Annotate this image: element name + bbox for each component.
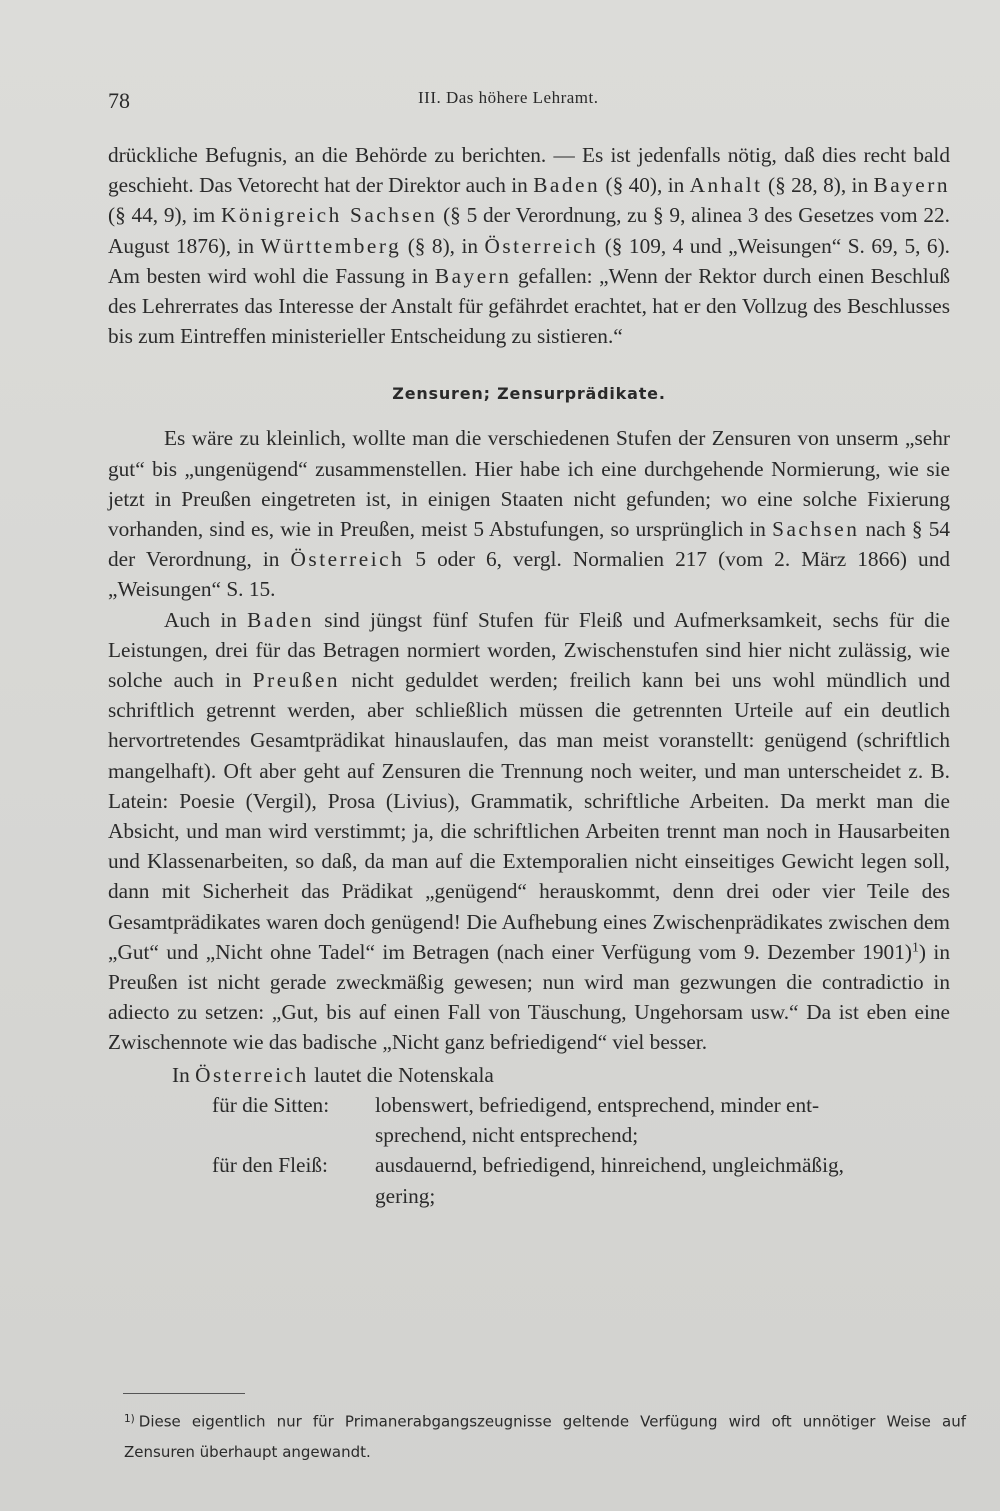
paragraph-veto: [108, 140, 950, 351]
footnote-reference[interactable]: 1: [911, 939, 919, 955]
footnote-1: [124, 1404, 966, 1467]
place-baden: Baden: [533, 173, 601, 198]
footnote-marker: 1): [124, 1413, 135, 1425]
scale-item-sitten: [108, 1090, 950, 1120]
text-run: (§ 40), in: [600, 173, 690, 198]
running-head: III. Das höhere Lehramt.: [418, 88, 599, 107]
place-sachsen: Sachsen: [772, 517, 860, 542]
place-bayern: Bayern: [434, 263, 512, 288]
scale-intro: [108, 1060, 950, 1090]
scale-item-sitten-continued: [108, 1120, 950, 1150]
scale-values: ausdauernd, befriedigend, hinreichend, ungleichmäßig,: [375, 1153, 844, 1178]
scale-item-fleiss: [108, 1150, 950, 1180]
place-preussen: Preußen: [252, 668, 341, 693]
footnotes: [124, 1404, 966, 1467]
scale-label-spacer: [108, 1120, 375, 1150]
place-oesterreich: Österreich: [290, 547, 405, 572]
place-oesterreich: Österreich: [195, 1062, 309, 1087]
text-run: (§ 5 der Verordnung, zu § 9, alinea 3 des Gesetzes vom 22. August 1876), in: [108, 203, 950, 258]
text-run: 5 oder 6, vergl. Normalien 217 (vom 2. März 1866) und „Weisungen“ S. 15.: [108, 547, 950, 602]
scale-values: sprechend, nicht entsprechend;: [375, 1123, 639, 1148]
scale-item-fleiss-continued: [108, 1181, 950, 1211]
text-run: ) in Preußen ist nicht gerade zweckmäßig gewesen; nun wird man gezwungen die contradictio in adiecto zu setzen: „Gut, bis auf einen Fall von Täuschung, Ungehorsam usw.“ Da ist eben eine Zwischennote wie das badische „Nicht ganz befriedigend“ viel besser.: [108, 939, 950, 1055]
scale-values: lobenswert, befriedigend, entsprechend, minder ent-: [375, 1092, 820, 1117]
scale-values: gering;: [375, 1183, 436, 1208]
text-run: (§ 109, 4 und „Weisungen“ S. 69, 5, 6). Am besten wird wohl die Fassung in: [108, 233, 950, 288]
place-oesterreich: Österreich: [484, 233, 599, 258]
place-sachsen: Königreich Sachsen: [220, 203, 438, 228]
scale-label: für den Fleiß:: [212, 1153, 328, 1178]
text-run: gefallen: „Wenn der Rektor durch einen Beschluß des Lehrerrates das Interesse der Anstalt für gefährdet erachtet, hat er den Vollzug des Beschlusses bis zum Eintreffen ministerieller Entscheidung zu sistieren.“: [108, 263, 951, 349]
text-run: sind jüngst fünf Stufen für Fleiß und Aufmerksamkeit, sechs für die Leistungen, drei für das Betragen normiert worden, Zwischenstufen sind hier nicht zulässig, wie solche auch in: [108, 607, 951, 693]
grading-scale: [108, 1060, 950, 1211]
text-run: drückliche Befugnis, an die Behörde zu berichten. — Es ist jedenfalls nötig, daß dies recht bald geschieht. Das Vetorecht hat der Direktor auch in: [108, 143, 950, 198]
section-title: Zensuren; Zensurprädikate.: [392, 384, 666, 404]
paragraph-baden: [108, 605, 950, 1058]
place-anhalt: Anhalt: [689, 173, 763, 198]
paragraph-zensuren: [108, 423, 950, 604]
place-wuerttemberg: Württemberg: [260, 233, 402, 258]
text-run: nicht geduldet werden; freilich kann bei uns wohl mündlich und schriftlich getrennt werden, aber schließlich müssen die getrennten Urteile auf ein deutlich hervortretendes Gesamtprädikat hinauslaufen, das man meist voranstellt: genügend (schriftlich mangelhaft). Oft aber geht auf Zensuren die Trennung noch weiter, und man unterscheidet z. B. Latein: Poesie (Vergil), Prosa (Livius), Grammatik, schriftliche Arbeiten. Da merkt man die Absicht, und man wird verstimmt; ja, die schriftlichen Arbeiten trennt man noch in Hausarbeiten und Klassenarbeiten, so daß, da man auf die Extemporalien nicht einseitiges Gewicht legen soll, dann mit Sicherheit das Prädikat „genügend“ herauskommt, denn drei oder vier Teile des Gesamtprädikates waren doch genügend! Die Aufhebung eines Zwischenprädikates zwischen dem „Gut“ und „Nicht ohne Tadel“ im Betragen (nach einer Verfügung vom 9. Dezember 1901): [108, 668, 950, 964]
page-number: 78: [108, 88, 130, 113]
place-bayern: Bayern: [873, 173, 950, 198]
page-header: [108, 88, 950, 118]
text-run: lautet die Notenskala: [308, 1062, 494, 1087]
text-run: Es wäre zu kleinlich, wollte man die verschiedenen Stufen der Zensuren von unserm „sehr gut“ bis „ungenügend“ zusammenstellen. Hier habe ich eine durchgehende Normierung, wie sie jetzt in Preußen eingetreten ist, in einigen Staaten nicht gefunden; wo eine solche Fixierung vorhanden, sind es, wie in Preußen, meist 5 Abstufungen, so ursprünglich in: [108, 426, 950, 542]
scale-label: für die Sitten:: [212, 1092, 330, 1117]
scale-label-spacer: [108, 1181, 375, 1211]
text-run: (§ 28, 8), in: [762, 173, 874, 198]
text-run: (§ 44, 9), im: [108, 203, 221, 228]
body-text: [108, 140, 950, 1211]
footnote-text: Diese eigentlich nur für Primanerabgangszeugnisse geltende Verfügung wird oft unnötiger Weise auf Zensuren überhaupt angewandt.: [124, 1412, 966, 1461]
text-run: (§ 8), in: [401, 233, 485, 258]
text-run: Auch in: [164, 607, 248, 632]
place-baden: Baden: [247, 607, 315, 632]
footnote-divider: [123, 1393, 245, 1394]
text-run: nach § 54 der Verordnung, in: [108, 517, 951, 572]
text-run: In: [172, 1062, 196, 1087]
